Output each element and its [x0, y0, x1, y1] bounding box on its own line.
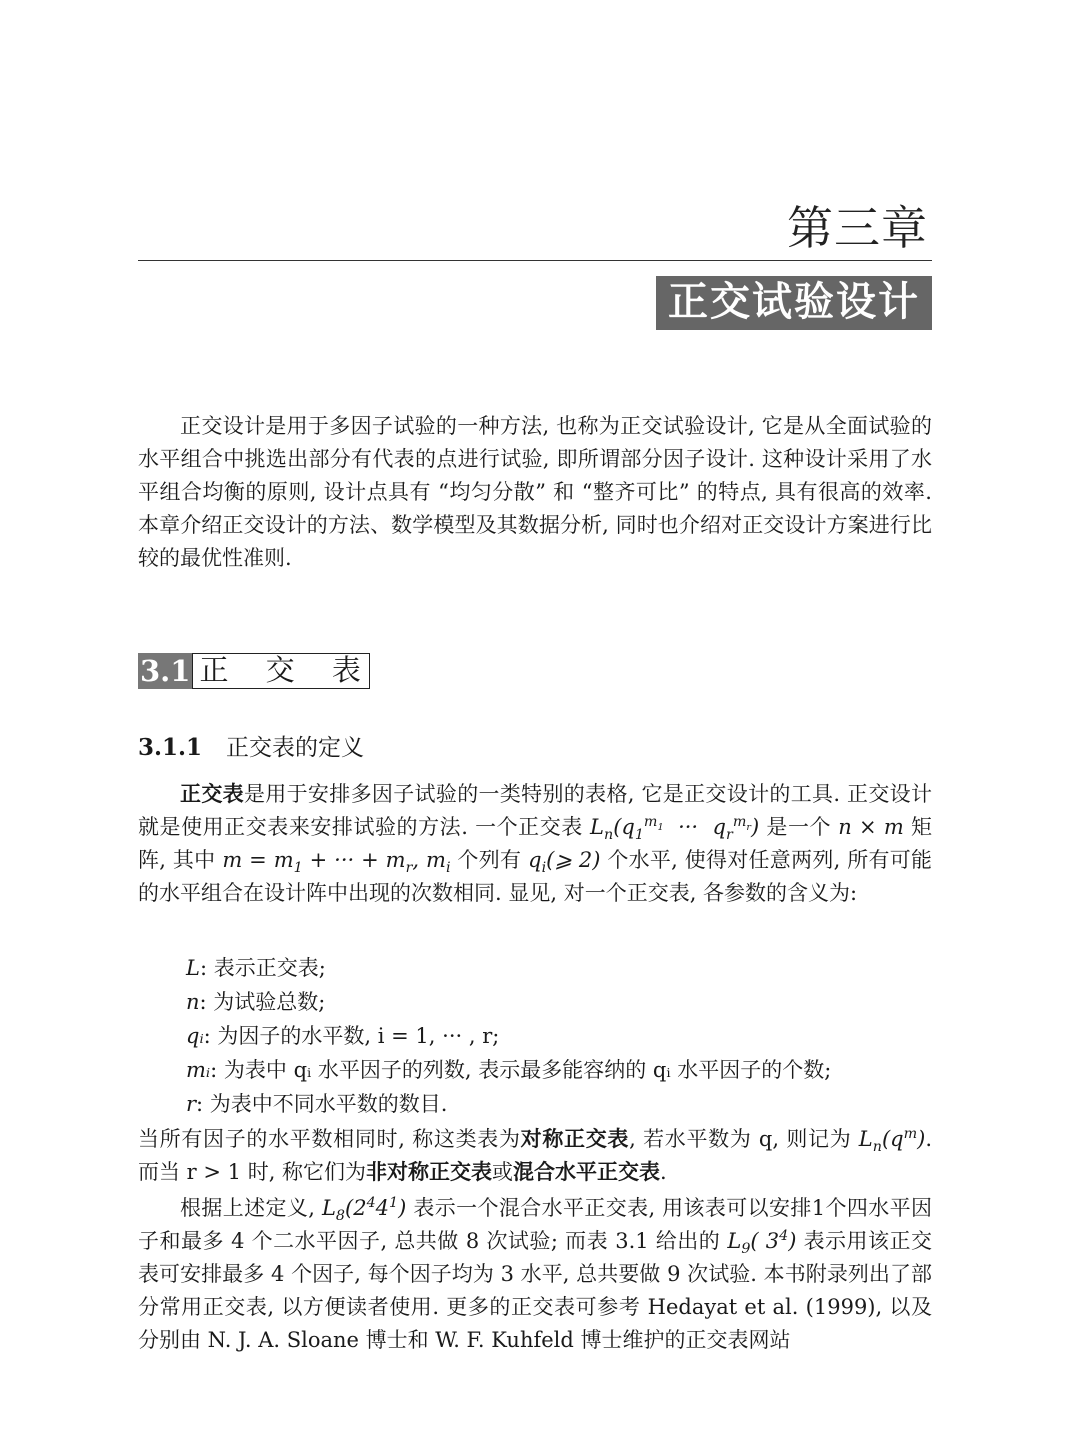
para1-text-3: 矩阵, 其中 — [138, 815, 933, 872]
definition-paragraph — [138, 778, 932, 910]
symmetric-paragraph: 当所有因子的水平数相同时, 称这类表为对称正交表, 若水平数为 q, 则记为 $L_n(q^m)$. 而当 r > 1 时, 称它们为非对称正交表或混合水平正交表. — [138, 1126, 932, 1184]
formula-m-sum: $m = m_1$ + ··· + $m_r$, $m_i$ — [222, 848, 451, 877]
definition-item: qᵢ: 为因子的水平数, i = 1, ··· , r; — [186, 1024, 500, 1048]
formula-qi: $q_i(⩾$ 2) — [528, 848, 601, 877]
definition-list — [186, 951, 932, 1121]
para1-text-2: 是一个 — [759, 815, 839, 839]
para1-text-5: 个水平, 使得对任意两列, 所有可能的水平组合在设计阵中出现的次数相同. 显见, 对一个正交表, 各参数的含义为: — [138, 848, 932, 905]
definition-item: n: 为试验总数; — [186, 990, 326, 1014]
section-number: 3.1 — [140, 654, 191, 688]
formula-ln-general: $L_n(q_1^{m_1}$ ··· $q_r^{m_r}$) — [590, 814, 760, 844]
keyword-asymmetric: 非对称正交表 — [366, 1160, 493, 1184]
formula-l8: $L_8(2^44^1)$ — [321, 1195, 407, 1225]
keyword-mixed-level: 混合水平正交表 — [513, 1160, 661, 1184]
section-heading — [138, 653, 370, 689]
formula-ln-qm: $L_n(q^m)$ — [858, 1126, 926, 1156]
para1-text-4: 个列有 — [450, 848, 529, 872]
definition-item: r: 为表中不同水平数的数目. — [186, 1092, 448, 1116]
chapter-rule — [138, 260, 932, 261]
para1-text-1: 是用于安排多因子试验的一类特别的表格, 它是正交设计的工具. 正交设计就是使用正交表来安排试验的方法. 一个正交表 — [138, 782, 932, 839]
subsection-title: 正交表的定义 — [226, 735, 365, 761]
chapter-title: 正交试验设计 — [656, 276, 932, 330]
section-title: 正 交 表 — [192, 653, 369, 689]
keyword-orthogonal-table: 正交表 — [180, 782, 244, 806]
subsection-number: 3.1.1 — [138, 734, 203, 761]
definition-item: mᵢ: 为表中 qᵢ 水平因子的列数, 表示最多能容纳的 qᵢ 水平因子的个数; — [186, 1058, 832, 1082]
chapter-label: 第三章 — [787, 201, 928, 255]
intro-paragraph: 正交设计是用于多因子试验的一种方法, 也称为正交试验设计, 它是从全面试验的水平组合中挑选出部分有代表的点进行试验, 即所谓部分因子设计. 这种设计采用了水平组合均衡的原则, 设计点具有 “均匀分散” 和 “整齐可比” 的特点, 具有很高的效率. 本章介绍正交设计的方法、数学模型及其数据分析, 同时也介绍对正交设计方案进行比较的最优性准则. — [138, 414, 932, 570]
example-paragraph: 根据上述定义, $L_8(2^44^1)$ 表示一个混合水平正交表, 用该表可以安排1个四水平因子和最多 4 个二水平因子, 总共做 8 次试验; 而表 3.1 给出的 $L_9$( $3^4$) 表示用该正交表可安排最多 4 个因子, 每个因子均为 3 水平, 总共要做 9 次试验. 本书附录列出了部分常用正交表, 以方便读者使用. 更多的正交表可参考 Hedayat et al. (1999), 以及分别由 N. J. A. Sloane 博士和 W. F. Kuhfeld 博士维护的正交表网站 — [138, 1195, 932, 1352]
keyword-symmetric: 对称正交表 — [520, 1127, 630, 1151]
subsection-heading — [138, 733, 364, 763]
formula-l9: $L_9$( $3^4$) — [727, 1228, 797, 1258]
formula-n-by-m: n × m — [838, 815, 904, 839]
definition-item: L: 表示正交表; — [186, 956, 326, 980]
